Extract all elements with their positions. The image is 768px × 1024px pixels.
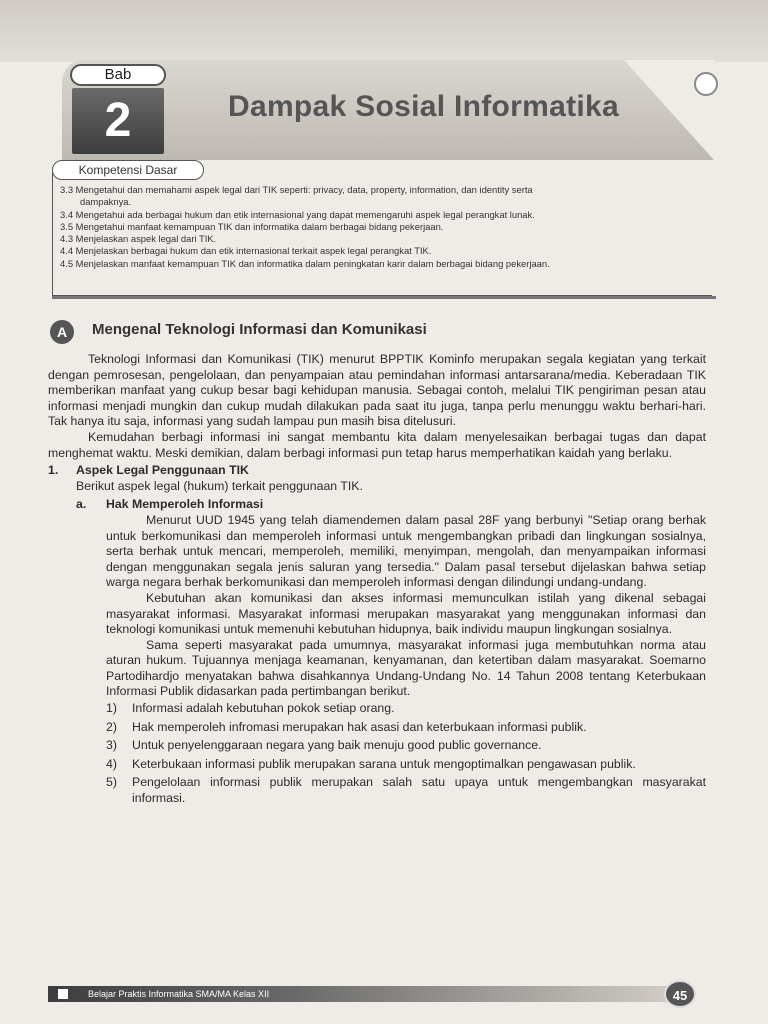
numbered-list bbox=[48, 701, 706, 807]
kompetensi-item: 3.3 Mengetahui dan memahami aspek legal dari TIK seperti: privacy, data, property, information, dan identity serta bbox=[60, 184, 533, 195]
main-body bbox=[48, 352, 706, 810]
top-decoration bbox=[0, 0, 768, 62]
lead-text: Berikut aspek legal (hukum) terkait penggunaan TIK. bbox=[76, 478, 363, 493]
list-number: 1) bbox=[106, 701, 117, 716]
footer-text: Belajar Praktis Informatika SMA/MA Kelas XII bbox=[88, 989, 270, 999]
subheading-letter: a. bbox=[76, 497, 87, 512]
list-number: 5) bbox=[106, 775, 117, 790]
chapter-number: 2 bbox=[72, 88, 164, 154]
kompetensi-item: dampaknya. bbox=[80, 196, 132, 208]
subheading-title: Aspek Legal Penggunaan TIK bbox=[76, 463, 249, 478]
corner-dot-icon bbox=[694, 72, 718, 96]
paragraph: Teknologi Informasi dan Komunikasi (TIK) menurut BPPTIK Kominfo merupakan segala kegiatan yang terkait dengan pemrosesan, pengelolaan, dan penyampaian atau pemindahan informasi antarsarana/media. Keberadaan TIK memberikan manfaat yang cukup besar bagi kehidupan manusia. Sebagai contoh, melalui TIK pengiriman pesan atau informasi menjadi mungkin dan cukup mudah dilakukan pada saat itu juga, tanpa perlu menunggu waktu berhari-hari. Tak hanya itu saja, informasi yang sudah lampau pun masih bisa ditelusuri. bbox=[48, 352, 706, 429]
list-item bbox=[106, 775, 706, 806]
footer-square-icon bbox=[58, 989, 68, 999]
page-number: 45 bbox=[664, 980, 696, 1008]
kompetensi-item: 3.4 Mengetahui ada berbagai hukum dan etik internasional yang dapat memengaruhi aspek legal perangkat lunak. bbox=[60, 208, 535, 220]
list-text: Untuk penyelenggaraan negara yang baik menuju good public governance. bbox=[132, 738, 542, 753]
kompetensi-item: 4.5 Menjelaskan manfaat kemampuan TIK dan informatika dalam peningkatan karir dalam berbagai bidang pekerjaan. bbox=[60, 257, 550, 269]
list-item bbox=[106, 757, 706, 773]
list-text: Hak memperoleh infromasi merupakan hak asasi dan keterbukaan informasi publik. bbox=[132, 719, 587, 734]
list-number: 3) bbox=[106, 738, 117, 753]
subheading-a-title: Hak Memperoleh Informasi bbox=[106, 497, 264, 512]
kompetensi-list bbox=[60, 184, 700, 270]
list-number: 4) bbox=[106, 756, 117, 771]
chapter-label: Bab bbox=[70, 64, 166, 86]
list-text: Informasi adalah kebutuhan pokok setiap orang. bbox=[132, 701, 395, 716]
list-text: Pengelolaan informasi publik merupakan salah satu upaya untuk mengembangkan masyarakat informasi. bbox=[132, 775, 706, 806]
list-item bbox=[106, 720, 706, 736]
list-item bbox=[106, 701, 706, 717]
kompetensi-item: 4.3 Menjelaskan aspek legal dari TIK. bbox=[60, 233, 217, 245]
section-badge: A bbox=[50, 320, 74, 344]
kompetensi-label: Kompetensi Dasar bbox=[52, 160, 204, 180]
paragraph: Menurut UUD 1945 yang telah diamendemen dalam pasal 28F yang berbunyi "Setiap orang berhak untuk berkomunikasi dan memperoleh informasi untuk mengembangkan pribadi dan lingkungan sosialnya, serta berhak untuk mencari, memperoleh, memiliki, menyimpan, mengolah, dan menyampaikan informasi dengan menggunakan segala jenis saluran yang tersedia." Dalam pasal tersebut dijelaskan bahwa setiap warga negara berhak berkomunikasi dan memperoleh informasi dengan dilindungi undang-undang. bbox=[106, 512, 706, 590]
kompetensi-item: 3.5 Mengetahui manfaat kemampuan TIK dan informatika dalam berbagai bidang pekerjaan. bbox=[60, 220, 444, 232]
paragraph: Kemudahan berbagi informasi ini sangat membantu kita dalam menyelesaikan berbagai tugas dan dapat menghemat waktu. Meski demikian, dalam berbagi informasi pun tetap harus memperhatikan kaidah yang berlaku. bbox=[48, 429, 706, 460]
list-text: Keterbukaan informasi publik merupakan sarana untuk mengoptimalkan pengawasan publik. bbox=[132, 756, 636, 771]
paragraph: Sama seperti masyarakat pada umumnya, masyarakat informasi juga membutuhkan norma atau aturan hukum. Tujuannya menjaga keamanan, kenyamanan, dan ketertiban dalam masyarakat. Soemarno Partodihardjo menyatakan bahwa disahkannya Undang-Undang No. 14 Tahun 2008 tentang Keterbukaan Informasi Publik didasarkan pada pertimbangan berikut. bbox=[106, 637, 706, 699]
subheading-number: 1. bbox=[48, 463, 59, 478]
subheading-1 bbox=[48, 463, 706, 479]
subheading-a bbox=[48, 497, 706, 513]
paragraph: Kebutuhan akan komunikasi dan akses informasi memunculkan istilah yang dikenal sebagai masyarakat informasi. Masyarakat informasi merupakan masyarakat yang menggunakan informasi dan teknologi komunikasi untuk memenuhi kebutuhan hidupnya, baik individu maupun lingkungan sosialnya. bbox=[106, 590, 706, 637]
subsection-a-body bbox=[48, 513, 706, 700]
section-title: Mengenal Teknologi Informasi dan Komunikasi bbox=[92, 321, 427, 338]
list-number: 2) bbox=[106, 719, 117, 734]
divider bbox=[52, 296, 716, 299]
list-item bbox=[106, 738, 706, 754]
kompetensi-item: 4.4 Menjelaskan berbagai hukum dan etik internasional terkait aspek legal perangkat TIK. bbox=[60, 245, 432, 257]
chapter-title: Dampak Sosial Informatika bbox=[228, 90, 619, 123]
